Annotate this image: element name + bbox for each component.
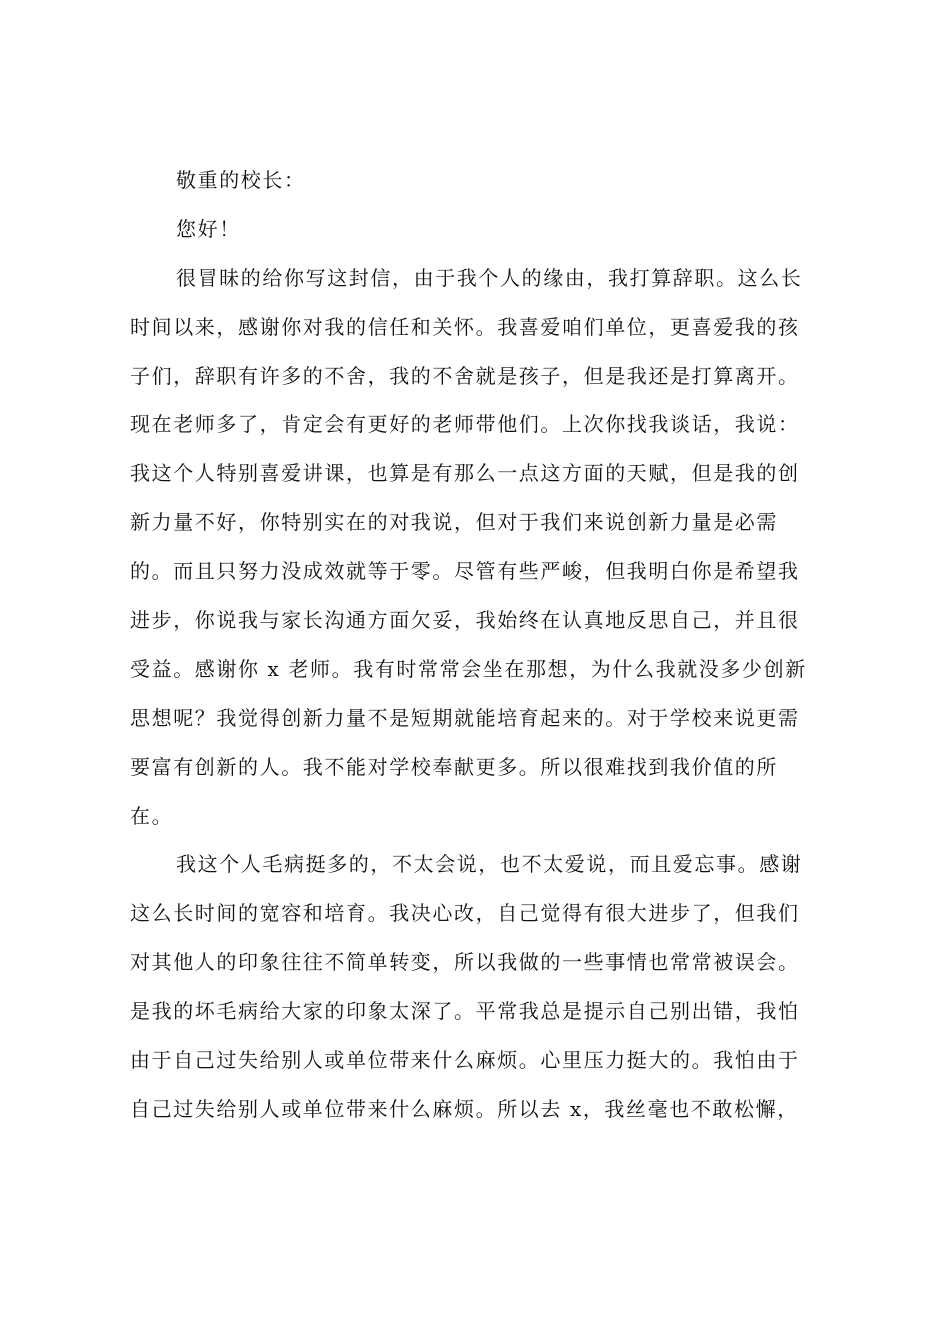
paragraph-line: 我这个人毛病挺多的，不太会说，也不太爱说，而且爱忘事。感谢 bbox=[176, 852, 803, 877]
paragraph-line: 我这个人特别喜爱讲课，也算是有那么一点这方面的天赋，但是我的创 bbox=[130, 461, 800, 486]
greeting: 您好！ bbox=[176, 216, 241, 241]
paragraph-2 bbox=[130, 840, 830, 1133]
paragraph-line: 要富有创新的人。我不能对学校奉献更多。所以很难找到我价值的所 bbox=[130, 754, 778, 779]
paragraph-line: 这么长时间的宽容和培育。我决心改，自己觉得有很大进步了，但我们 bbox=[130, 901, 800, 926]
paragraph-line: 现在老师多了，肯定会有更好的老师带他们。上次你找我谈话，我说： bbox=[130, 412, 800, 437]
salutation: 敬重的校长： bbox=[176, 168, 306, 192]
letter-body bbox=[130, 156, 830, 1134]
paragraph-line: 子们，辞职有许多的不舍，我的不舍就是孩子，但是我还是打算离开。 bbox=[130, 363, 800, 388]
paragraph-line: 很冒昧的给你写这封信，由于我个人的缘由，我打算辞职。这么长 bbox=[176, 265, 803, 290]
paragraph-line: 时间以来，感谢你对我的信任和关怀。我喜爱咱们单位，更喜爱我的孩 bbox=[130, 314, 800, 339]
paragraph-line: 是我的坏毛病给大家的印象太深了。平常我总是提示自己别出错，我怕 bbox=[130, 999, 800, 1024]
paragraph-line: 由于自己过失给别人或单位带来什么麻烦。心里压力挺大的。我怕由于 bbox=[130, 1048, 800, 1073]
paragraph-line: 的。而且只努力没成效就等于零。尽管有些严峻，但我明白你是希望我 bbox=[130, 559, 800, 584]
paragraph-line: 进步，你说我与家长沟通方面欠妥，我始终在认真地反思自己，并且很 bbox=[130, 608, 800, 633]
paragraph-line: 在。 bbox=[130, 803, 174, 828]
paragraph-line: 思想呢？我觉得创新力量不是短期就能培育起来的。对于学校来说更需 bbox=[130, 705, 800, 730]
paragraph-line: 对其他人的印象往往不简单转变，所以我做的一些事情也常常被误会。 bbox=[130, 950, 800, 975]
paragraph-line: 自己过失给别人或单位带来什么麻烦。所以去 x，我丝毫也不敢松懈， bbox=[130, 1096, 799, 1121]
paragraph-line: 受益。感谢你 x 老师。我有时常常会坐在那想，为什么我就没多少创新 bbox=[130, 656, 807, 681]
paragraph-line: 新力量不好，你特别实在的对我说，但对于我们来说创新力量是必需 bbox=[130, 510, 778, 535]
paragraph-1 bbox=[130, 254, 830, 841]
